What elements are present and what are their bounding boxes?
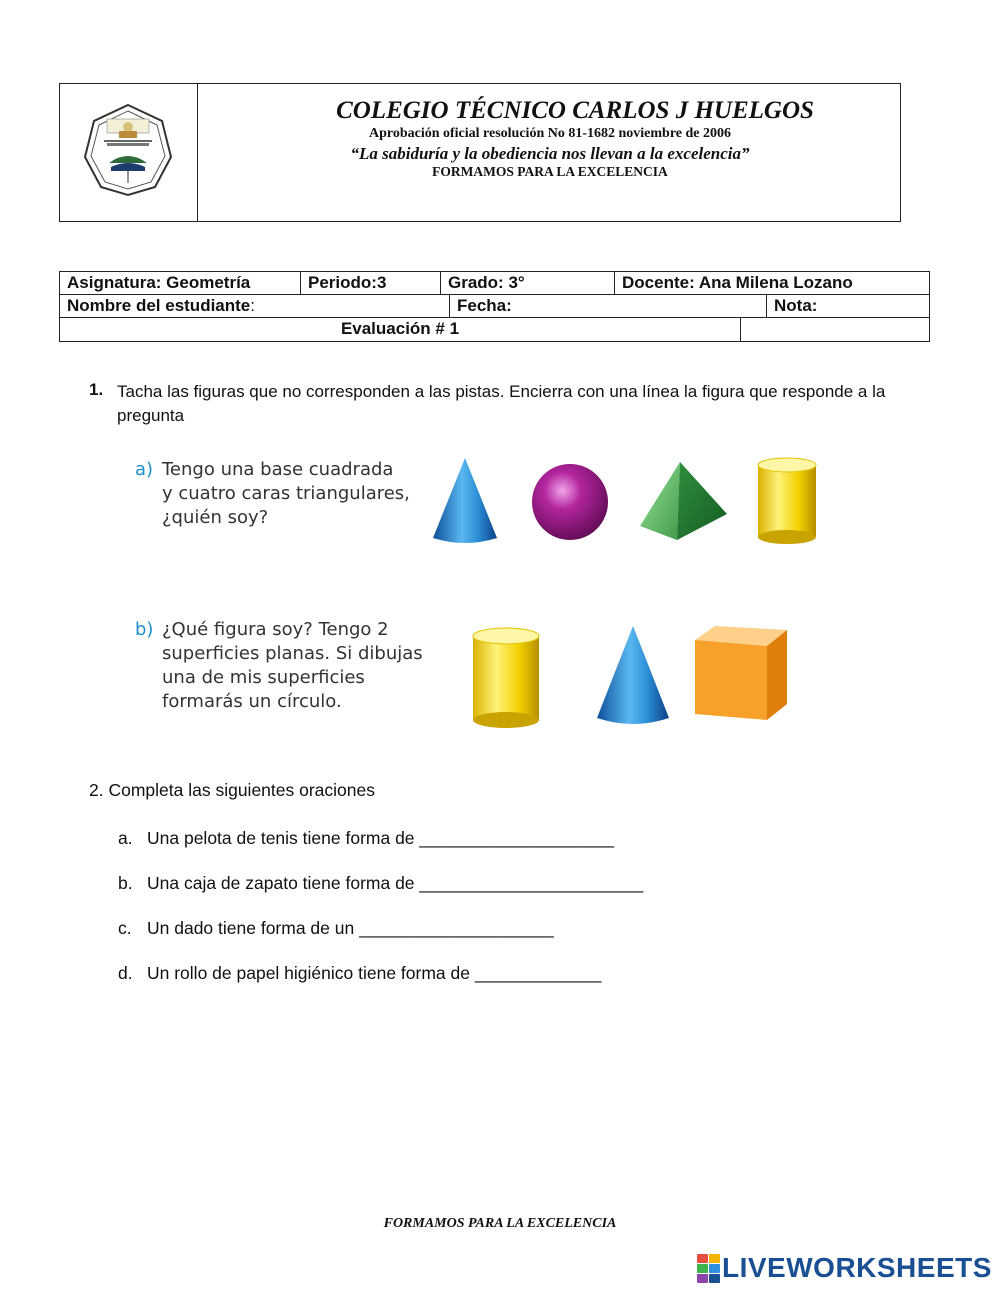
option-b-line: una de mis superficies	[162, 667, 365, 688]
school-crest-icon	[59, 83, 198, 222]
grade-note-field[interactable]	[766, 294, 930, 318]
question-1-number: 1.	[89, 380, 104, 399]
sentence-c-label: c.	[118, 918, 132, 938]
option-a-letter: a)	[135, 459, 154, 480]
cone-shape[interactable]	[597, 626, 669, 724]
cube-shape[interactable]	[695, 626, 787, 720]
evaluation-blank-cell	[740, 317, 930, 342]
sentence-b-text: Una caja de zapato tiene forma de _______________________	[147, 873, 644, 893]
option-b-line: superficies planas. Si dibujas	[162, 643, 423, 664]
option-b-text	[135, 618, 423, 714]
sentence-d[interactable]	[118, 963, 602, 984]
option-a-line: y cuatro caras triangulares,	[162, 483, 410, 504]
option-a-line: ¿quién soy?	[162, 507, 269, 528]
liveworksheets-logo[interactable]	[697, 1252, 992, 1284]
option-b-line: formarás un círculo.	[162, 691, 342, 712]
grade-cell: Grado: 3°	[440, 271, 615, 295]
cylinder-shape[interactable]	[473, 628, 539, 728]
sentence-c[interactable]	[118, 918, 554, 939]
subject-cell: Asignatura: Geometría	[59, 271, 301, 295]
student-name-field[interactable]	[59, 294, 450, 318]
footer-slogan: FORMAMOS PARA LA EXCELENCIA	[383, 1216, 617, 1231]
sentence-d-text: Un rollo de papel higiénico tiene forma de _____________	[147, 963, 602, 983]
period-cell: Periodo:3	[300, 271, 441, 295]
sentence-b-label: b.	[118, 873, 133, 893]
liveworksheets-blocks-icon	[697, 1254, 720, 1283]
date-field[interactable]	[449, 294, 767, 318]
liveworksheets-wordmark: LIVEWORKSHEETS	[722, 1252, 992, 1283]
sentence-a-text: Una pelota de tenis tiene forma de ____________________	[147, 828, 615, 848]
option-a-text	[135, 458, 410, 530]
sentence-d-label: d.	[118, 963, 133, 983]
option-a-line: Tengo una base cuadrada	[162, 459, 394, 480]
teacher-cell: Docente: Ana Milena Lozano	[614, 271, 930, 295]
school-motto: “La sabiduría y la obediencia nos llevan a la excelencia”	[350, 144, 750, 163]
option-b-letter: b)	[135, 619, 154, 640]
cylinder-shape[interactable]	[758, 458, 816, 544]
date-label: Fecha:	[457, 296, 512, 315]
sentence-a-label: a.	[118, 828, 133, 848]
option-b-shapes	[465, 620, 795, 735]
student-name-colon: :	[250, 296, 255, 315]
question-1-text: Tacha las figuras que no corresponden a las pistas. Encierra con una línea la figura que responde a la pregunta	[117, 382, 886, 425]
school-logo-cell	[59, 83, 198, 222]
question-2-title: 2. Completa las siguientes oraciones	[89, 780, 375, 800]
option-b-line: ¿Qué figura soy? Tengo 2	[162, 619, 389, 640]
evaluation-title: Evaluación # 1	[59, 317, 741, 342]
option-a-shapes	[425, 450, 835, 550]
header-slogan: FORMAMOS PARA LA EXCELENCIA	[432, 164, 668, 179]
cone-shape[interactable]	[433, 458, 497, 543]
student-info-table	[59, 271, 930, 342]
grade-note-label: Nota:	[774, 296, 818, 315]
pyramid-shape[interactable]	[640, 462, 727, 540]
student-name-label: Nombre del estudiante	[67, 296, 251, 315]
sentence-c-text: Un dado tiene forma de un ____________________	[147, 918, 554, 938]
approval-text: Aprobación oficial resolución No 81-1682 noviembre de 2006	[368, 126, 732, 141]
school-name: COLEGIO TÉCNICO CARLOS J HUELGOS	[336, 97, 814, 124]
sentence-a[interactable]	[118, 828, 615, 849]
sphere-shape[interactable]	[532, 464, 608, 540]
sentence-b[interactable]	[118, 873, 644, 894]
